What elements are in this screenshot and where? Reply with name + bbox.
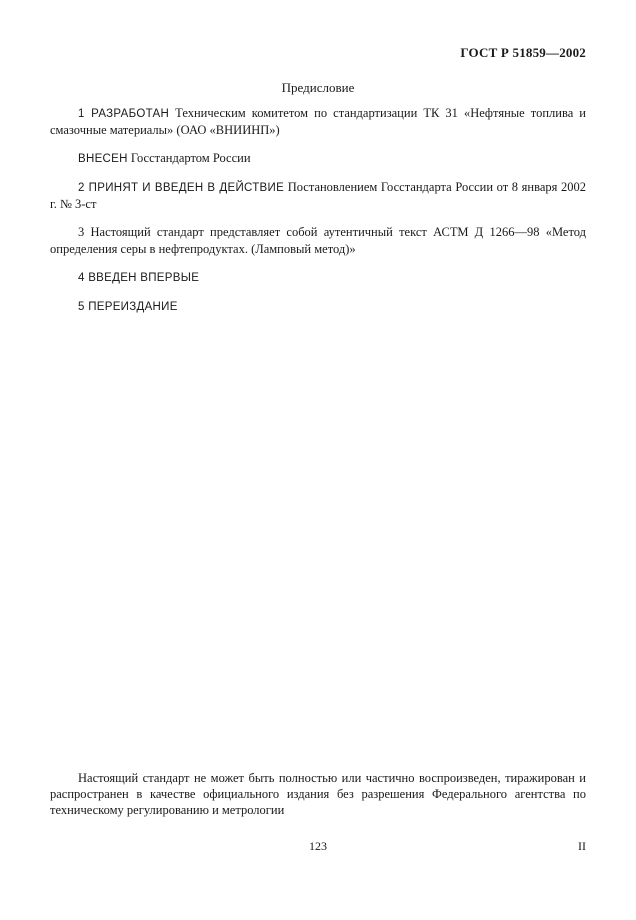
paragraph-first-introduced — [50, 269, 586, 286]
copyright-notice: Настоящий стандарт не может быть полностью или частично воспроизведен, тиражирован и распространен в качестве официального издания без разрешения Федерального агентства по техническому регулированию и метрологии — [50, 771, 586, 817]
document-code: ГОСТ Р 51859—2002 — [460, 45, 586, 60]
paragraph-reissue — [50, 298, 586, 315]
paragraph-lead: ВНЕСЕН — [78, 153, 128, 165]
page-number: 123 — [309, 839, 327, 853]
paragraph-lead: 2 ПРИНЯТ И ВВЕДЕН В ДЕЙСТВИЕ — [78, 182, 285, 194]
paragraph-introduced — [50, 150, 586, 167]
paragraph-lead: 4 ВВЕДЕН ВПЕРВЫЕ — [78, 272, 200, 284]
paragraph-text: 3 Настоящий стандарт представляет собой аутентичный текст АСТМ Д 1266—98 «Метод определения серы в нефтепродуктах. (Ламповый метод)» — [50, 225, 586, 256]
paragraph-authentic-text — [50, 224, 586, 257]
paragraph-developed — [50, 105, 586, 138]
preface-body — [50, 105, 586, 327]
paragraph-adopted — [50, 179, 586, 212]
paragraph-text: Госстандартом России — [127, 151, 251, 165]
paragraph-text: Постановлением Госстандарта России от 8 января 2002 г. № 3-ст — [50, 180, 587, 211]
paragraph-lead: 1 РАЗРАБОТАН — [78, 108, 170, 120]
paragraph-text: Техническим комитетом по стандартизации ТК 31 «Нефтяные топлива и смазочные материалы» (ОАО «ВНИИНП») — [50, 106, 587, 137]
page-title: Предисловие — [281, 80, 355, 95]
paragraph-lead: 5 ПЕРЕИЗДАНИЕ — [78, 301, 178, 313]
roman-page-number: II — [578, 839, 586, 853]
